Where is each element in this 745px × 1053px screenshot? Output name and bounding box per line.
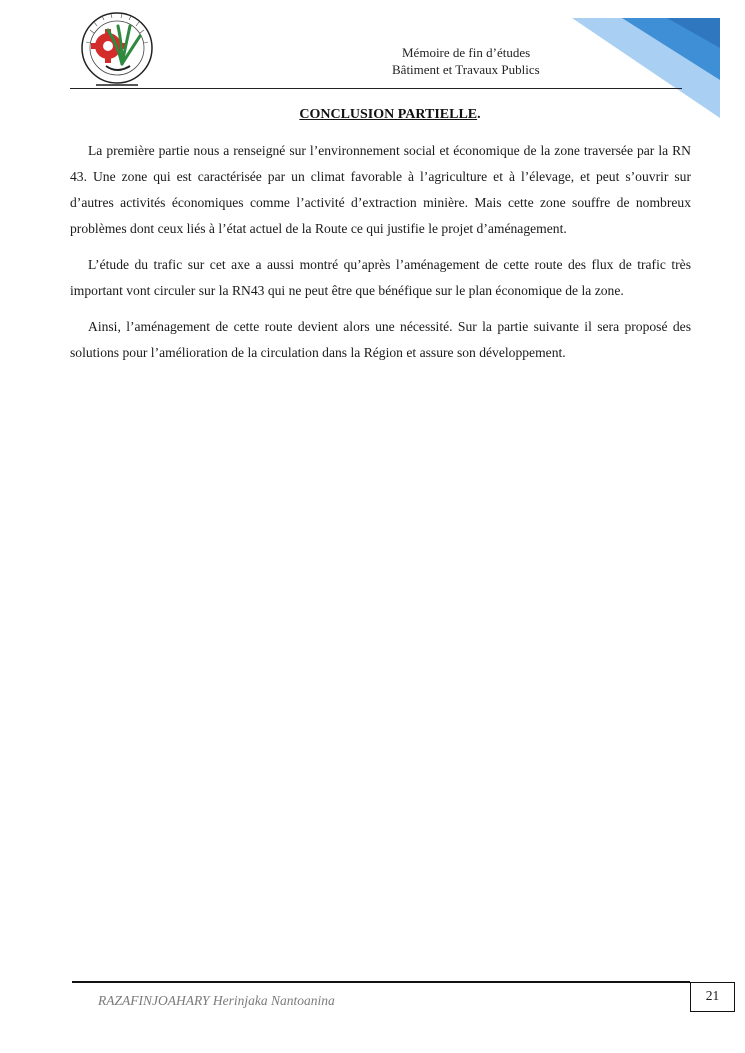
header-line-2: Bâtiment et Travaux Publics [392, 62, 540, 77]
section-title [0, 107, 745, 123]
paragraph: Ainsi, l’aménagement de cette route devient alors une nécessité. Sur la partie suivante il sera proposé des solutions pour l’amélioration de la circulation dans la Région et assure son développement. [70, 319, 691, 360]
footer-divider [72, 981, 690, 983]
body-text [70, 138, 691, 376]
paragraph: La première partie nous a renseigné sur l’environnement social et économique de la zone traversée par la RN 43. Une zone qui est caractérisée par un climat favorable à l’agriculture et à l’élevage, et peut s’ouvrir sur d’autres activités économiques comme l’activité d’extraction minière. Mais cette zone souffre de nombreux problèmes dont ceux liés à l’état actuel de la Route ce qui justifie le projet d’aménagement. [70, 143, 691, 236]
footer-author: RAZAFINJOAHARY Herinjaka Nantoanina [98, 993, 335, 1008]
page-number: 21 [690, 982, 735, 1012]
header-text [380, 44, 580, 78]
corner-decoration [572, 18, 720, 118]
header-line-1: Mémoire de fin d’études [402, 45, 531, 60]
paragraph: L’étude du trafic sur cet axe a aussi montré qu’après l’aménagement de cette route des flux de trafic très important vont circuler sur la RN43 qui ne peut être que bénéfique sur le plan économique de la zone. [70, 257, 691, 298]
section-title-text: CONCLUSION PARTIELLE [299, 107, 478, 122]
section-title-period: . [477, 107, 481, 122]
school-logo [78, 8, 156, 90]
header-divider [70, 88, 682, 89]
